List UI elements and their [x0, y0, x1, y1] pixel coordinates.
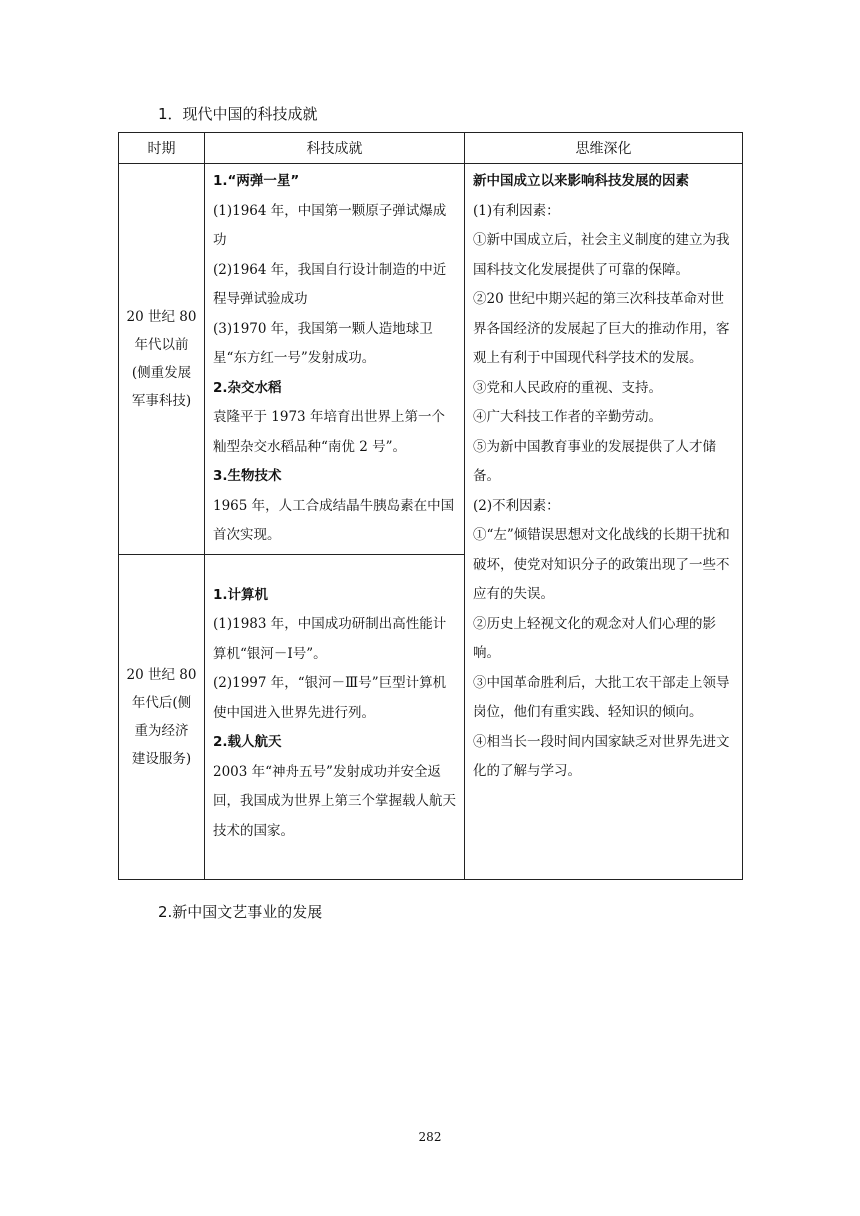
reflection-text: ②历史上轻视文化的观念对人们心理的影响。 — [473, 615, 716, 661]
reflection-text: ④广大科技工作者的辛勤劳动。 — [473, 409, 662, 425]
item-heading: 3.生物技术 — [213, 468, 282, 484]
reflection-cell — [465, 164, 743, 880]
period-line: 20 世纪 80 — [126, 666, 197, 683]
table-row-before-1980s — [119, 164, 743, 555]
item-text: (3)1970 年，我国第一颗人造地球卫星“东方红一号”发射成功。 — [213, 320, 433, 366]
achievements-cell-after-1980s — [205, 554, 465, 879]
period-line: 建设服务) — [131, 750, 192, 767]
period-line: 军事科技) — [131, 392, 192, 409]
item-text: (2)1997 年，“银河－Ⅲ号”巨型计算机使中国进入世界先进行列。 — [213, 675, 447, 721]
achievements-cell-before-1980s — [205, 164, 465, 555]
item-text: (1)1964 年，中国第一颗原子弹试爆成功 — [213, 202, 447, 248]
reflection-text: ①“左”倾错误思想对文化战线的长期干扰和破坏，使党对知识分子的政策出现了一些不应有的失误。 — [473, 527, 730, 602]
item-text: (1)1983 年，中国成功研制出高性能计算机“银河－Ⅰ号”。 — [213, 616, 447, 662]
header-achievements: 科技成就 — [205, 133, 465, 164]
period-cell-before-1980s — [119, 164, 205, 555]
reflection-text: ②20 世纪中期兴起的第三次科技革命对世界各国经济的发展起了巨大的推动作用，客观上有利于中国现代科学技术的发展。 — [473, 291, 730, 366]
item-heading: 1.“两弹一星” — [213, 173, 300, 189]
reflection-text: (1)有利因素： — [473, 202, 560, 219]
reflection-text: ①新中国成立后，社会主义制度的建立为我国科技文化发展提供了可靠的保障。 — [473, 232, 730, 278]
reflection-text: ⑤为新中国教育事业的发展提供了人才储备。 — [473, 438, 716, 484]
page-number: 282 — [418, 1130, 442, 1144]
period-cell-after-1980s — [119, 554, 205, 879]
item-text: (2)1964 年，我国自行设计制造的中近程导弹试验成功 — [213, 261, 447, 307]
section-heading-literature-arts: 2.新中国文艺事业的发展 — [158, 903, 323, 921]
item-heading: 1.计算机 — [213, 586, 269, 603]
reflection-heading: 新中国成立以来影响科技发展的因素 — [473, 173, 689, 189]
item-text: 2003 年“神舟五号”发射成功并安全返回，我国成为世界上第三个掌握载人航天技术的国家。 — [213, 763, 456, 839]
item-text: 袁隆平于 1973 年培育出世界上第一个籼型杂交水稻品种“南优 2 号”。 — [213, 409, 445, 455]
reflection-text: (2)不利因素： — [473, 497, 560, 514]
header-period: 时期 — [119, 133, 205, 164]
item-text: 1965 年，人工合成结晶牛胰岛素在中国首次实现。 — [213, 497, 455, 543]
header-reflection: 思维深化 — [465, 133, 743, 164]
period-line: (侧重发展 — [131, 364, 192, 381]
period-line: 重为经济 — [134, 722, 189, 739]
period-line: 年代以前 — [134, 336, 189, 353]
period-line: 20 世纪 80 — [126, 308, 197, 325]
reflection-text: ④相当长一段时间内国家缺乏对世界先进文化的了解与学习。 — [473, 733, 730, 779]
table-header-row — [119, 133, 743, 164]
tech-achievements-table — [118, 132, 743, 880]
period-line: 年代后(侧 — [131, 694, 192, 711]
item-heading: 2.杂交水稻 — [213, 379, 282, 396]
item-heading: 2.载人航天 — [213, 734, 282, 750]
section-heading-tech-achievements: 1．现代中国的科技成就 — [158, 105, 318, 123]
reflection-text: ③党和人民政府的重视、支持。 — [473, 379, 662, 396]
reflection-text: ③中国革命胜利后，大批工农干部走上领导岗位，他们有重实践、轻知识的倾向。 — [473, 674, 730, 720]
